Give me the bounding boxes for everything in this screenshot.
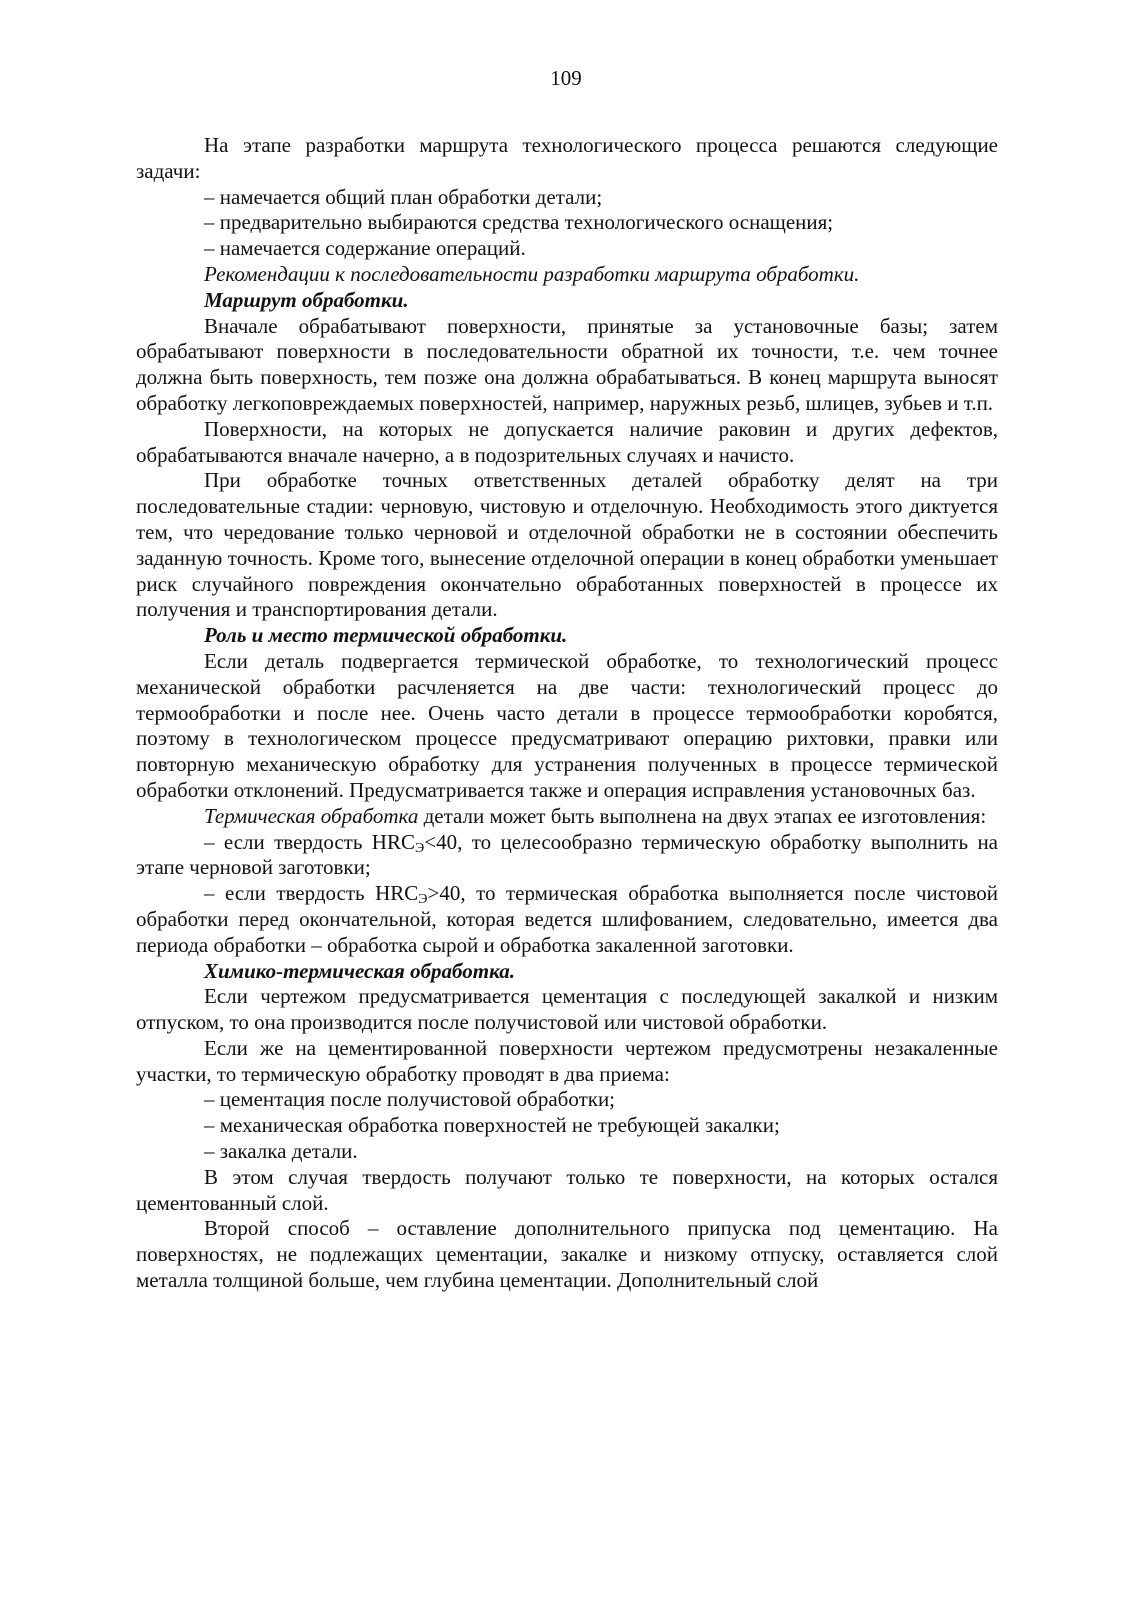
hardness-subscript: Э xyxy=(418,892,428,908)
hardness-condition-low xyxy=(136,830,998,882)
paragraph: Если деталь подвергается термической обработке, то технологический процесс механической обработки расчленяется на две части: технологический процесс до термообработки и после нее. Очень часто детали в процессе термообработки коробятся, поэтому в технологическом процессе предусматривают операцию рихтовки, правки или повторную механическую обработку для устранения полученных в процессе термической обработки отклонений. Предусматривается также и операция исправления установочных баз. xyxy=(136,648,998,802)
paragraph: Вначале обрабатывают поверхности, принятые за установочные базы; затем обрабатывают поверхности в последовательности обратной их точности, т.е. чем точнее должна быть поверхность, тем позже она должна обрабатываться. В конец маршрута выносят обработку легкоповреждаемых поверхностей, например, наружных резьб, шлицев, зубьев и т.п. xyxy=(136,313,998,415)
condition-text: – если твердость HRC xyxy=(204,881,419,906)
recommendations-heading: Рекомендации к последовательности разработки маршрута обработки. xyxy=(204,261,860,286)
paragraph-text: детали может быть выполнена на двух этапах ее изготовления: xyxy=(418,803,987,828)
chemical-heat-heading: Химико-термическая обработка. xyxy=(204,958,515,983)
list-item: – намечается общий план обработки детали; xyxy=(204,184,603,209)
paragraph: В этом случая твердость получают только те поверхности, на которых остался цементованный слой. xyxy=(136,1164,998,1215)
paragraph: Поверхности, на которых не допускается наличие раковин и других дефектов, обрабатываются вначале начерно, а в подозрительных случаях и начисто. xyxy=(136,416,998,467)
list-item: – закалка детали. xyxy=(204,1139,358,1164)
list-item: – цементация после получистовой обработки; xyxy=(204,1087,616,1112)
paragraph: Если чертежом предусматривается цементация с последующей закалкой и низким отпуском, то она производится после получистовой или чистовой обработки. xyxy=(136,984,998,1035)
list-item: – предварительно выбираются средства технологического оснащения; xyxy=(204,210,834,235)
list-item: – намечается содержание операций. xyxy=(204,236,526,261)
condition-text: >40, то термическая обработка выполняется после чистовой обработки перед окончательной, которая ведется шлифованием, следовательно, имеется два периода обработки – обработка сырой и обработка закаленной заготовки. xyxy=(136,881,999,957)
paragraph: При обработке точных ответственных деталей обработку делят на три последовательные стадии: черновую, чистовую и отделочную. Необходимость этого диктуется тем, что чередование только черновой и отделочной обработки не в состоянии обеспечить заданную точность. Кроме того, вынесение отделочной операции в конец обработки уменьшает риск случайного повреждения окончательно обработанных поверхностей в процессе их получения и транспортирования детали. xyxy=(136,468,998,622)
route-heading: Маршрут обработки. xyxy=(204,287,409,312)
paragraph: Если же на цементированной поверхности чертежом предусмотрены незакаленные участки, то термическую обработку проводят в два приема: xyxy=(136,1035,998,1086)
list-item: – механическая обработка поверхностей не требующей закалки; xyxy=(204,1113,780,1138)
hardness-condition-high xyxy=(136,881,998,958)
page-body xyxy=(136,133,998,1294)
paragraph-intro: На этапе разработки маршрута технологического процесса решаются следующие задачи: xyxy=(136,133,998,183)
condition-text: – если твердость HRC xyxy=(204,829,415,854)
hardness-subscript: Э xyxy=(414,840,425,856)
condition-text: <40, то целесообразно термическую обработку выполнить на этапе черновой заготовки; xyxy=(136,829,998,880)
heat-treatment-heading: Роль и место термической обработки. xyxy=(204,623,568,648)
page-number: 109 xyxy=(550,66,582,90)
paragraph-heat-stages xyxy=(136,804,998,830)
paragraph: Второй способ – оставление дополнительного припуска под цементацию. На поверхностях, не подлежащих цементации, закалке и низкому отпуску, оставляется слой металла толщиной больше, чем глубина цементации. Дополнительный слой xyxy=(136,1216,998,1293)
emphasized-term: Термическая обработка xyxy=(204,803,419,828)
